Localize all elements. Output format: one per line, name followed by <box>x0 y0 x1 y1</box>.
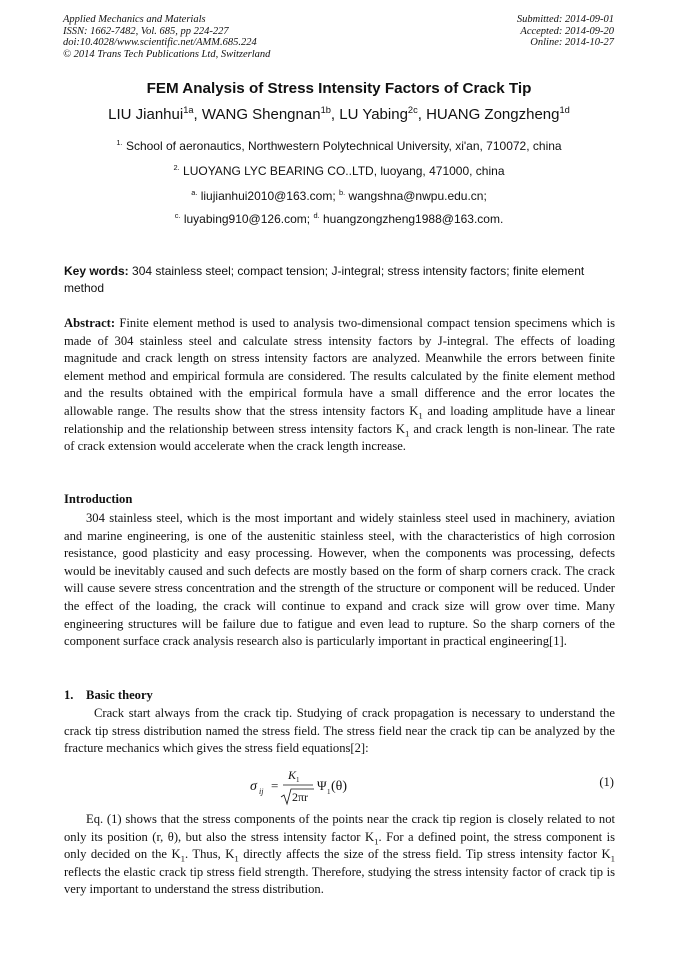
author-name: WANG Shengnan <box>201 106 321 123</box>
eq-denominator: 2πr <box>292 790 309 804</box>
eq-theta: (θ) <box>331 779 348 794</box>
author-sup: 1b <box>320 105 331 115</box>
equation-number: (1) <box>599 775 614 789</box>
keywords-label: Key words: <box>64 264 129 278</box>
author-sup: 1a <box>183 105 194 115</box>
author-name: LU Yabing <box>339 106 408 123</box>
eq-numerator: K <box>288 768 297 782</box>
eq-psi: Ψ <box>317 778 327 793</box>
email-line-1: $^{a.}$ liujianhui2010@163.com; $^{b.}$ wangshna@nwpu.edu.cn; <box>191 188 487 203</box>
section1-text: Crack start always from the crack tip. Studying of crack propagation is necessary to understand the crack tip stress distribution named the stress field. The stress field near the crack tip can be analyzed by the fracture mechanics which gives the stress field equations[2]: <box>64 706 615 756</box>
paper-title: FEM Analysis of Stress Intensity Factors of Crack Tip <box>146 80 532 97</box>
header-right <box>517 14 614 49</box>
email-link[interactable]: luyabing910@126.com; <box>180 212 314 226</box>
introduction-heading: Introduction <box>64 492 133 506</box>
author-name: HUANG Zongzheng <box>426 106 560 123</box>
eq-sigma-sub: ij <box>259 787 264 796</box>
eq-psi-sub: 1 <box>327 788 331 796</box>
email-line-2: $^{c.}$ luyabing910@126.com; $^{d.}$ huangzongzheng1988@163.com. <box>174 211 504 226</box>
header-left <box>63 14 270 60</box>
email-link[interactable]: wangshna@nwpu.edu.cn; <box>345 189 487 203</box>
affiliation-1: $^{1.}$ School of aeronautics, Northwestern Polytechnical University, xi'an, 710072, china <box>116 138 562 153</box>
online-date: Online: 2014-10-27 <box>530 37 614 49</box>
author-list: LIU Jianhui$^{1a}$, WANG Shengnan$^{1b}$, LU Yabing$^{2c}$, HUANG Zongzheng$^{1d}$ <box>108 105 570 123</box>
section1-heading: 1. Basic theory <box>64 688 153 702</box>
doi: doi:10.4028/www.scientific.net/AMM.685.224 <box>63 37 257 49</box>
equation-1 <box>0 764 678 808</box>
submitted-date: Submitted: 2014-09-01 <box>516 14 614 25</box>
introduction-text: 304 stainless steel, which is the most important and widely stainless steel used in machinery, aviation and marine engineering, is one of the austenitic stainless steel, with the characteristics of high corrosion resistance, good plasticity and easy processing. However, when the components was processing, defects would be inevitably caused and such defects are mostly based on the form of sharp corners crack. The crack will cause severe stress concentration and the strength of the structure or component will be reduced. Under the effect of the loading, the crack will continue to expand and crack size will grow over time. Many engineering structures will be failure due to fatigue and even lead to rupture. So the sharp corners of the component surface crack analysis research also is particularly important in practical engineering[1]. <box>64 511 615 649</box>
abstract: Abstract: Finite element method is used to analysis two-dimensional compact tension specimens which is made of 304 stainless steel and calculate stress intensity factors by J-integral. The effects of loading magnitude and crack length on stress intensity factors are analyzed. Meanwhile the errors between finite element method and empirical formula are considered. The results calculated by the finite element method and the results obtained with the empirical formula have a small difference and the error locates the allowable range. The results show that the stress intensity factors $K_1$ and loading amplitude have a linear relationship and the relationship between stress intensity factors $K_1$ and crack length is non-linear. The rate of crack extension would accelerate when the crack length increase. <box>64 316 615 454</box>
eq-sigma: σ <box>250 779 257 794</box>
eq-numerator-sub: 1 <box>296 776 300 784</box>
issn-volume: ISSN: 1662-7482, Vol. 685, pp 224-227 <box>63 25 229 37</box>
section1-after-text: Eq. (1) shows that the stress components of the points near the crack tip region is closely related to not only its position (r, θ), but also the stress intensity factor $K_1$. For a defined point, the stress component is only decided on the $K_1$. Thus, $K_1$ directly affects the size of the stress field. Tip stress intensity factor $K_1$ reflects the elastic crack tip stress field strength. Therefore, studying the stress intensity factor of crack tip is very important to understand the stress distribution. <box>64 812 616 897</box>
equation-graphic <box>0 764 678 808</box>
keywords <box>64 263 615 297</box>
accepted-date: Accepted: 2014-09-20 <box>520 25 614 37</box>
author-sup: 1d <box>559 105 570 115</box>
author-name: LIU Jianhui <box>108 106 184 123</box>
eq-equals: = <box>271 778 279 793</box>
email-link[interactable]: liujianhui2010@163.com; <box>197 189 339 203</box>
copyright: © 2014 Trans Tech Publications Ltd, Switzerland <box>63 48 271 60</box>
email-link[interactable]: huangzongzheng1988@163.com. <box>319 212 504 226</box>
journal-name: Applied Mechanics and Materials <box>63 14 206 25</box>
author-sup: 2c <box>407 105 418 115</box>
affiliation-2: $^{2.}$ LUOYANG LYC BEARING CO..LTD, luoyang, 471000, china <box>173 163 505 178</box>
keywords-text: 304 stainless steel; compact tension; J-integral; stress intensity factors; finite element method <box>64 264 585 295</box>
abstract-label: Abstract: <box>64 316 116 330</box>
